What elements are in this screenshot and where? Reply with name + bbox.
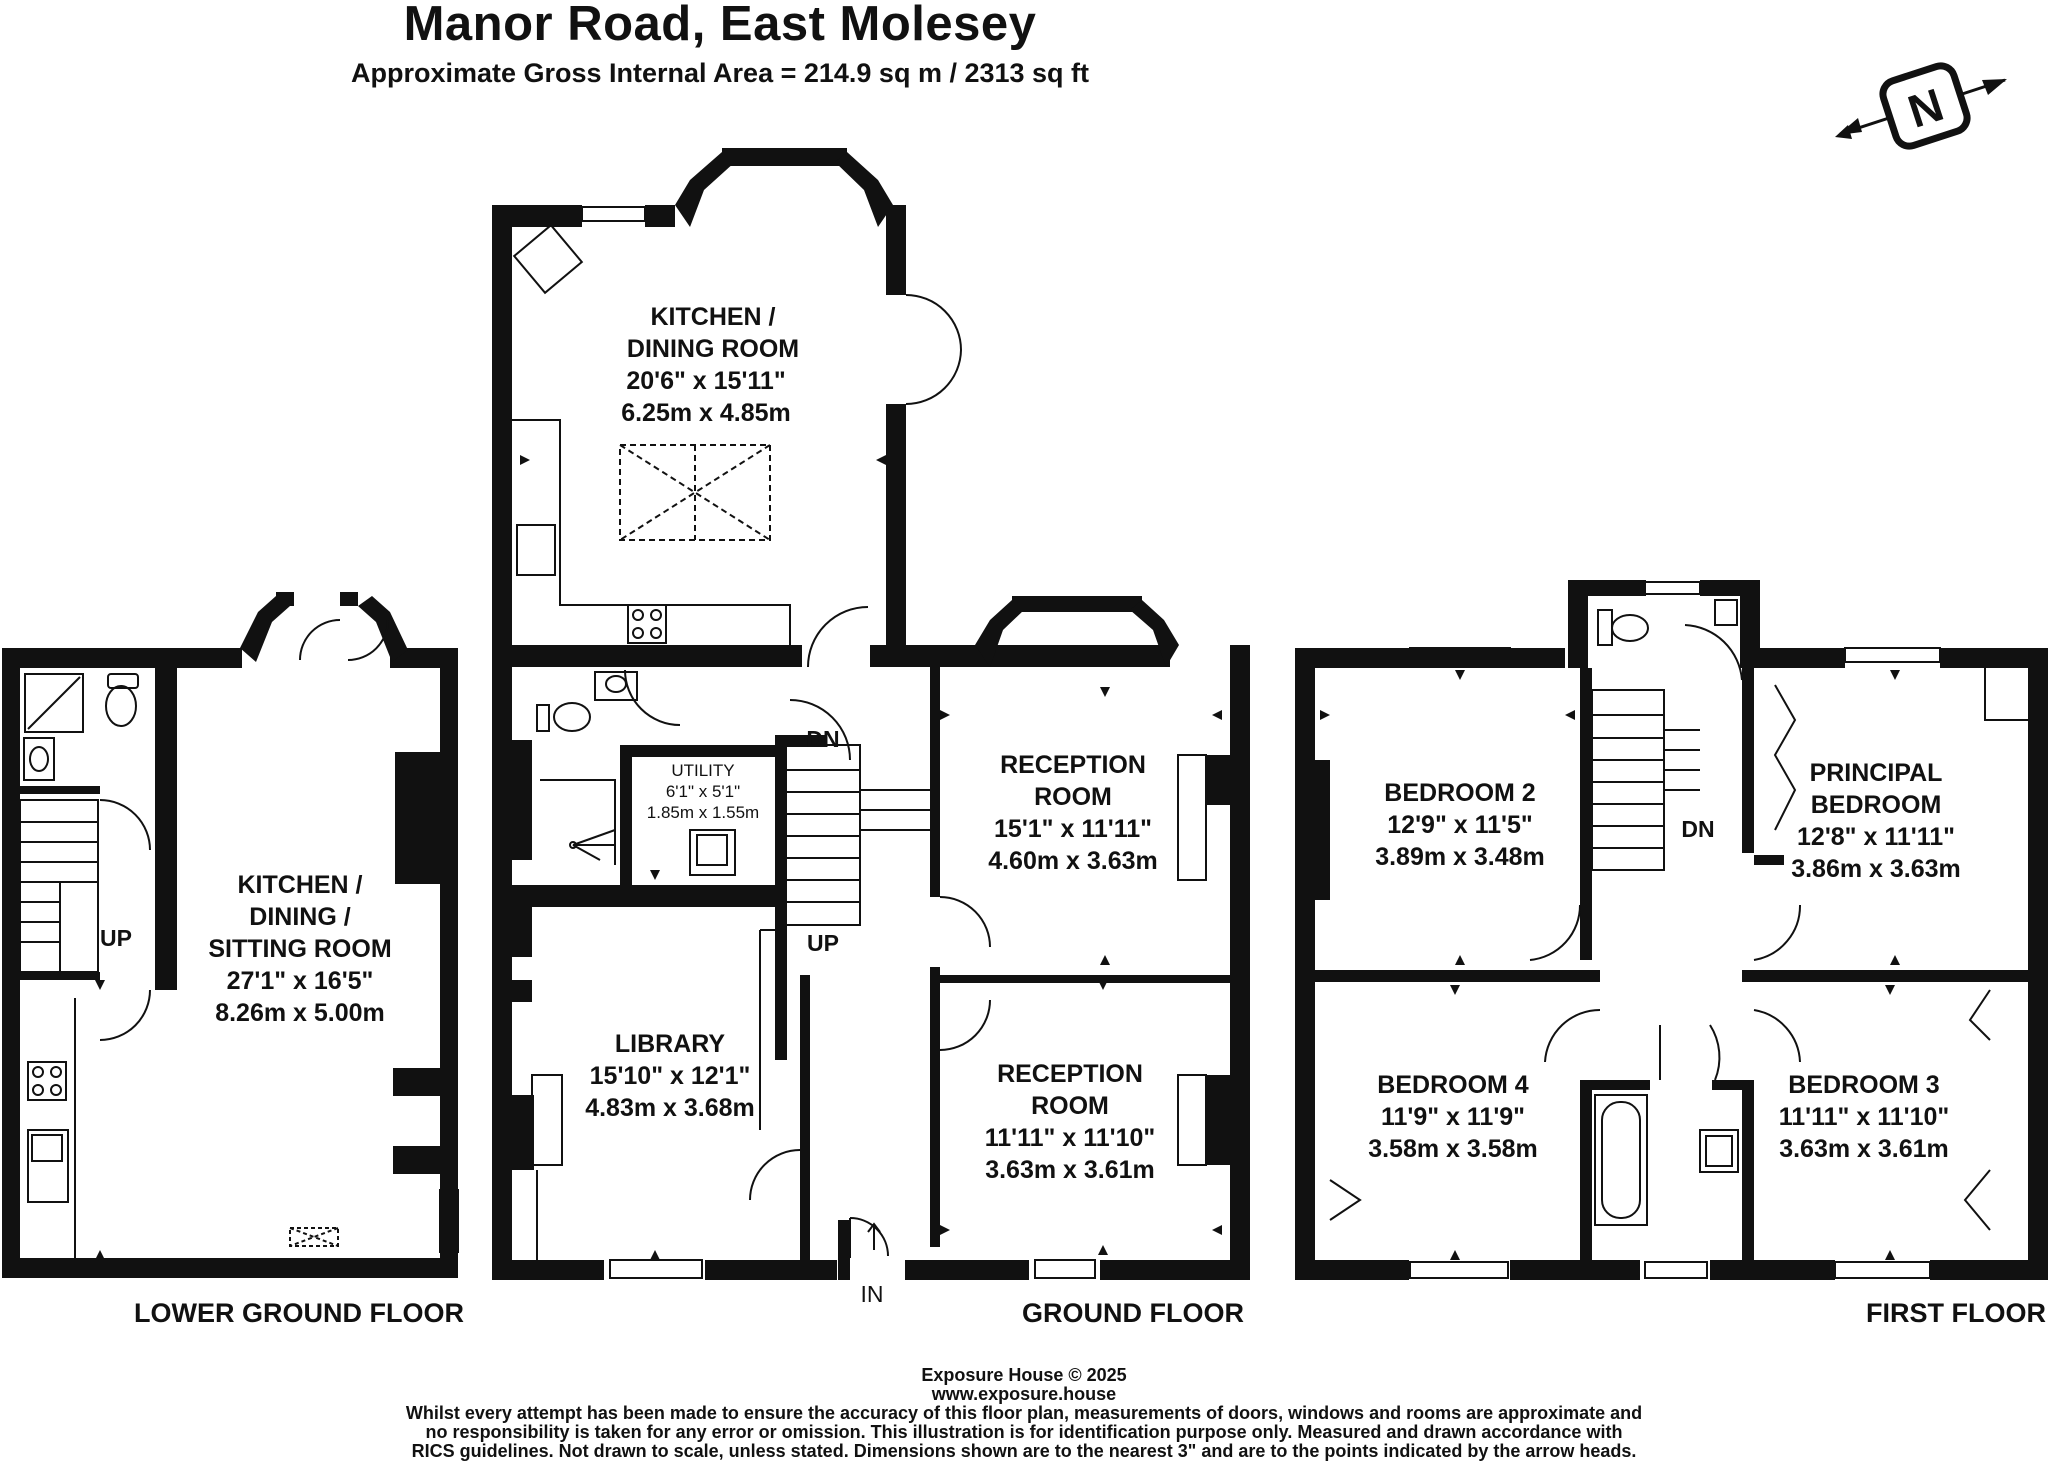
room-metric: 4.60m x 3.63m [988,847,1158,875]
disclaimer-line: RICS guidelines. Not drawn to scale, unless stated. Dimensions shown are to the nearest 3" and are to the points indicated by the arrow heads. [411,1441,1637,1461]
room-imperial: 11'11" x 11'10" [1778,1103,1950,1131]
room-name-line: ROOM [1034,783,1112,811]
room-name-line: UTILITY [671,761,735,780]
room-name-line: LIBRARY [614,1030,726,1058]
room-name-line: RECEPTION [997,1060,1143,1088]
room-imperial: 11'11" x 11'10" [984,1124,1156,1152]
room-name-line: ROOM [1031,1092,1109,1120]
room-imperial: 12'8" x 11'11" [1797,823,1955,851]
room-name-line: BEDROOM 2 [1384,779,1536,807]
entrance-label: IN [860,1281,884,1307]
footer [0,1366,2048,1461]
room-name-line: SITTING ROOM [208,935,392,963]
room-metric: 3.63m x 3.61m [985,1156,1155,1184]
room-name-line: PRINCIPAL [1809,759,1943,787]
gross-area-subtitle: Approximate Gross Internal Area = 214.9 sq m / 2313 sq ft [350,58,1090,88]
stair-down-label: DN [806,726,840,752]
room-imperial: 11'9" x 11'9" [1380,1103,1526,1131]
disclaimer-line: no responsibility is taken for any error or omission. This illustration is for identification purpose only. Measured and drawn accordance with [425,1422,1623,1442]
floor-label-lower-ground: LOWER GROUND FLOOR [134,1298,464,1328]
room-name-line: KITCHEN / [237,871,363,899]
room-imperial: 15'10" x 12'1" [589,1062,751,1090]
floor-label-first: FIRST FLOOR [1866,1298,2046,1328]
room-name-line: DINING ROOM [626,335,800,363]
room-name-line: BEDROOM 3 [1788,1071,1940,1099]
first-floor-fittings [1330,582,2028,1278]
stair-up-label: UP [100,925,132,951]
room-metric: 3.63m x 3.61m [1779,1135,1949,1163]
room-name-line: RECEPTION [1000,751,1146,779]
first-floor-plan [1295,580,2048,1280]
room-metric: 3.89m x 3.48m [1375,843,1545,871]
room-imperial: 12'9" x 11'5" [1387,811,1533,839]
stair-down-label: DN [1681,816,1715,842]
room-imperial: 27'1" x 16'5" [226,967,374,995]
room-labels [100,303,2046,1328]
floor-label-ground: GROUND FLOOR [1022,1298,1244,1328]
room-metric: 6.25m x 4.85m [621,399,791,427]
room-metric: 8.26m x 5.00m [215,999,385,1027]
disclaimer-line: Whilst every attempt has been made to ensure the accuracy of this floor plan, measurements of doors, windows and rooms are approximate and [405,1403,1643,1423]
plan-title: Manor Road, East Molesey [403,0,1037,51]
room-metric: 3.58m x 3.58m [1368,1135,1538,1163]
north-letter: N [1901,78,1950,138]
room-imperial: 6'1" x 5'1" [665,782,741,801]
room-name-line: BEDROOM [1810,791,1942,819]
room-metric: 4.83m x 3.68m [585,1094,755,1122]
room-name-line: KITCHEN / [650,303,776,331]
room-name-line: BEDROOM 4 [1377,1071,1529,1099]
room-imperial: 15'1" x 11'11" [994,815,1152,843]
north-arrow-icon [1835,62,2007,150]
copyright-text: Exposure House © 2025 [921,1365,1127,1385]
website-text: www.exposure.house [931,1384,1117,1404]
room-metric: 3.86m x 3.63m [1791,855,1961,883]
room-name-line: DINING / [249,903,351,931]
room-metric: 1.85m x 1.55m [646,803,760,822]
stair-up-label: UP [807,930,839,956]
room-imperial: 20'6" x 15'11" [626,367,786,395]
